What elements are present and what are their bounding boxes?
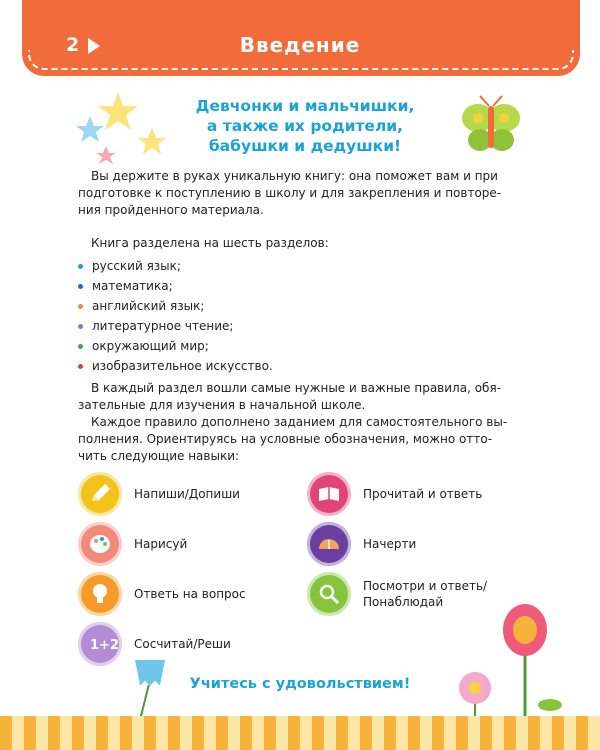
list-item: окружающий мир;: [78, 336, 273, 356]
flowers-decoration: [440, 600, 590, 720]
star-icon: [76, 116, 104, 142]
rules-line: В каждый раздел вошли самые нужные и важные правила, обя-: [91, 381, 501, 395]
intro-line: ния пройденного материала.: [78, 203, 264, 217]
protractor-icon: [307, 522, 351, 566]
list-item: русский язык;: [78, 256, 273, 276]
svg-text:1+2: 1+2: [90, 638, 119, 653]
headline: [150, 96, 460, 156]
list-item: английский язык;: [78, 296, 273, 316]
skill-count: 1+2 Сосчитай/Реши: [78, 622, 231, 666]
list-item: изобразительное искусство.: [78, 356, 273, 376]
page-title: Введение: [239, 33, 361, 57]
rules-line: зательные для изучения в начальной школе.: [78, 398, 366, 412]
lightbulb-icon: [78, 572, 122, 616]
intro-paragraph: [78, 168, 536, 219]
star-icon: [96, 146, 116, 164]
book-icon: [307, 472, 351, 516]
footer-slogan: Учитесь с удовольствием!: [189, 676, 411, 692]
rules-paragraph: [78, 380, 536, 465]
rules-line: чить следующие навыки:: [78, 449, 240, 463]
headline-line: а также их родители,: [206, 117, 404, 135]
skill-observe: Посмотри и ответь/ Понаблюдай: [307, 572, 487, 616]
intro-line: подготовке к поступлению в школу и для закрепления и повторе-: [78, 186, 502, 200]
magnifier-icon: [307, 572, 351, 616]
footer-stripes: [0, 716, 600, 750]
rules-line: Каждое правило дополнено заданием для самостоятельного вы-: [91, 415, 508, 429]
headline-line: бабушки и дедушки!: [208, 137, 402, 155]
skill-write: Напиши/Допиши: [78, 472, 240, 516]
pencil-icon: [78, 472, 122, 516]
sections-list: [78, 256, 273, 376]
skill-answer: Ответь на вопрос: [78, 572, 246, 616]
star-icon: [98, 92, 138, 130]
skill-read: Прочитай и ответь: [307, 472, 482, 516]
palette-icon: [78, 522, 122, 566]
skill-sketch: Начерти: [307, 522, 416, 566]
page-number: 2: [66, 34, 80, 56]
list-item: математика;: [78, 276, 273, 296]
butterfly-icon: [458, 96, 524, 156]
rules-line: полнения. Ориентируясь на условные обозначения, можно отто-: [78, 432, 493, 446]
sections-intro: Книга разделена на шесть разделов:: [91, 236, 329, 250]
headline-line: Девчонки и мальчишки,: [195, 97, 415, 115]
skill-draw: Нарисуй: [78, 522, 187, 566]
list-item: литературное чтение;: [78, 316, 273, 336]
numbers-icon: [78, 622, 122, 666]
intro-line: Вы держите в руках уникальную книгу: она поможет вам и при: [91, 169, 498, 183]
